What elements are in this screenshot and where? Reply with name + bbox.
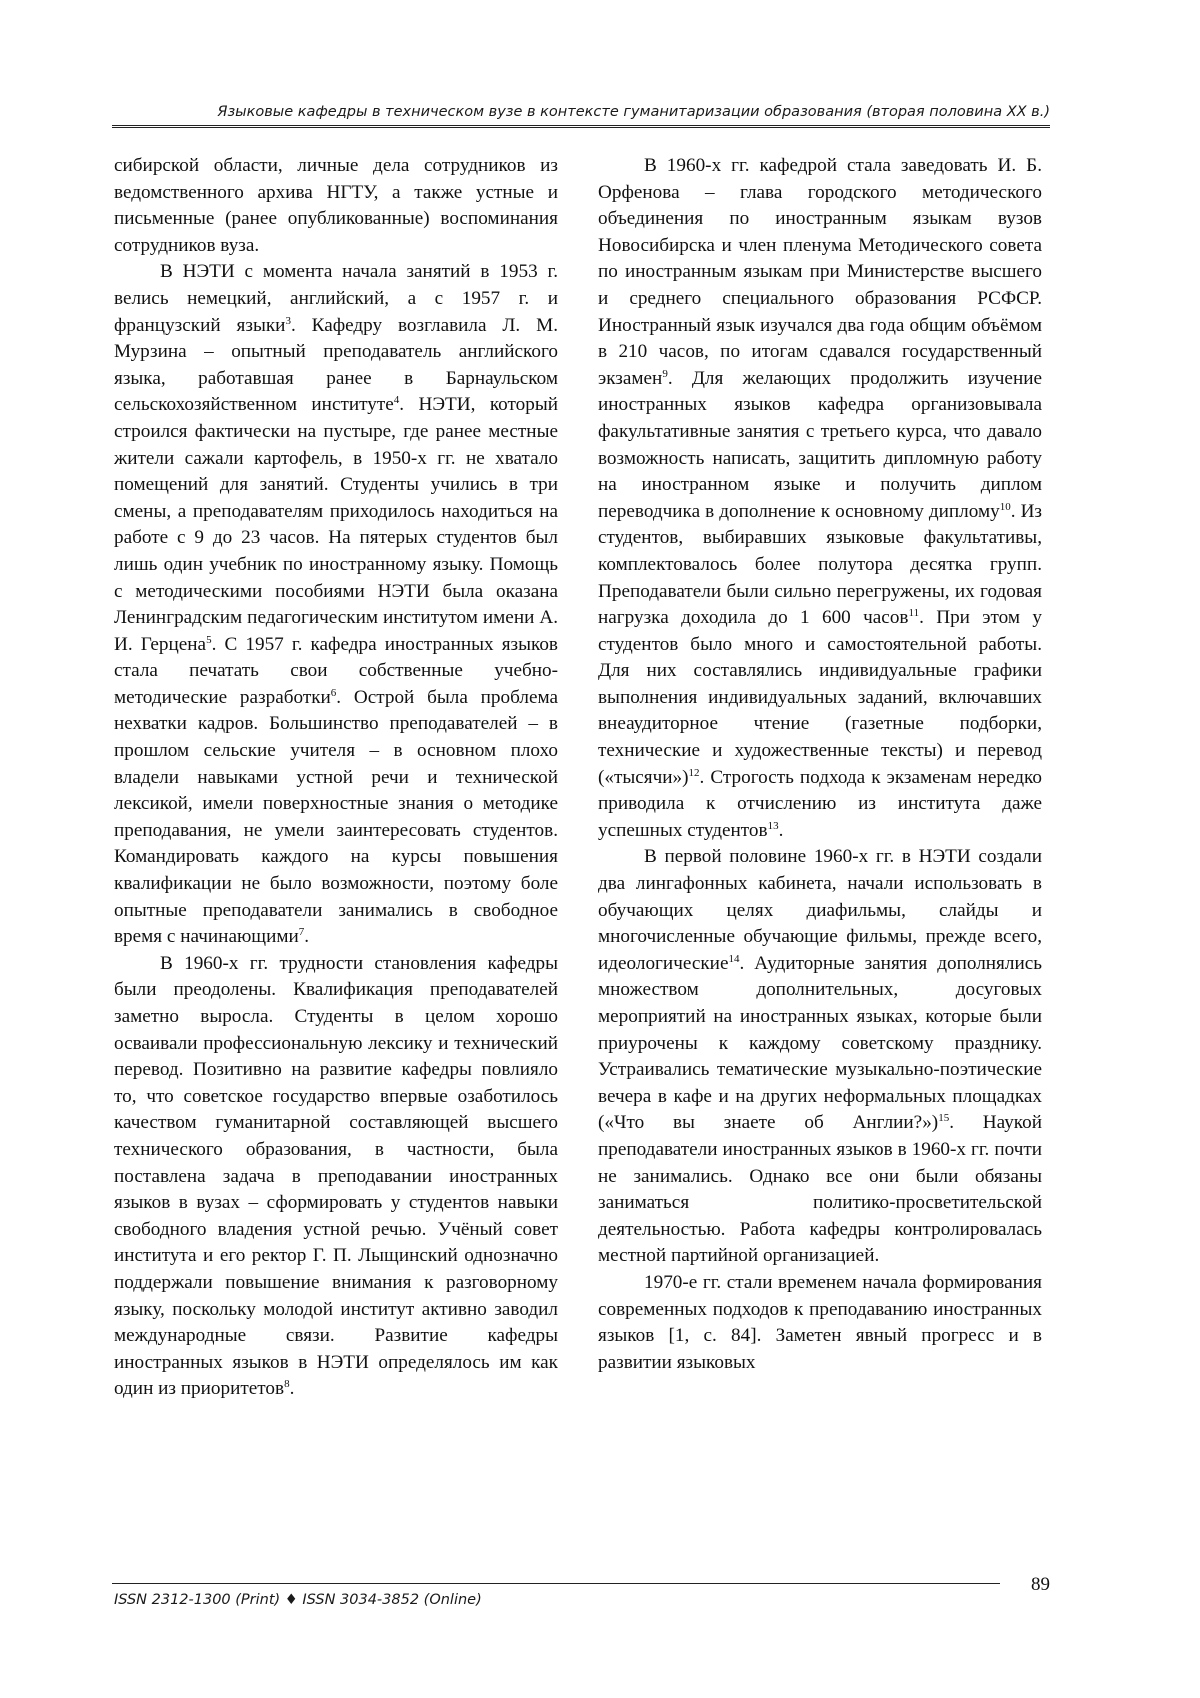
paragraph: 1970-е гг. стали временем начала формирования современных подходов к преподаванию иностранных языков [1, с. 84]. Заметен явный прогресс и в развитии языковых (598, 1271, 1042, 1373)
text-run: В первой половине 1960-х гг. в НЭТИ создали два лингафонных кабинета, начали использовать в обучающих целях диафильмы, слайды и многочисленные обучающие фильмы, прежде всего, идеологические (598, 846, 1042, 974)
text-run: . (304, 926, 310, 948)
footnote-ref: 5 (206, 633, 212, 646)
paragraph: сибирской области, личные дела сотрудников из ведомственного архива НГТУ, а также устные и письменные (ранее опубликованные) воспоминания сотрудников вуза. (114, 155, 558, 256)
text-run: . Острой была проблема нехватки кадров. Большинство преподавателей – в прошлом сельские учителя – в основном плохо владели навыками устной речи и технической лексикой, имели поверхностные знания о методике преподавания, не умели заинтересовать студентов. Командировать каждого на курсы повышения квалификации не было возможности, поэтому боле опытные преподаватели занимались в свободное время с начинающими (114, 686, 558, 948)
text-run: . Для желающих продолжить изучение иностранных языков кафедра организовывала факультативные занятия с третьего курса, что давало возможность написать, защитить дипломную работу на иностранном языке и получить диплом переводчика в дополнение к основному диплому (598, 367, 1042, 522)
text-run: . Из студентов, выбиравших языковые факультативы, комплектовалось более полутора десятка групп. Преподаватели были сильно перегружены, их годовая нагрузка доходила до 1 600 часов (598, 500, 1043, 629)
footnote-ref: 11 (908, 607, 920, 620)
left-column (114, 153, 558, 1403)
right-column (598, 153, 1042, 1376)
text-run: . НЭТИ, который строился фактически на пустыре, где ранее местные жители сажали картофель, в 1950-х гг. не хватало помещений для занятий. Студенты учились в три смены, а преподавателям приходилось находиться на работе с 9 до 23 часов. На пятерых студентов был лишь один учебник по иностранному языку. Помощь с методическими пособиями НЭТИ была оказана Ленинградским педагогическим институтом имени А. И. Герцена (114, 394, 558, 655)
text-run: . Кафедру возглавила Л. М. Мурзина – опытный преподаватель английского языка, работавшая ранее в Барнаульском сельскохозяйственном институте (114, 314, 559, 416)
paragraph (114, 259, 558, 950)
text-run: . С 1957 г. кафедра иностранных языков стала печатать свои собственные учебно-методические разработки (114, 633, 558, 708)
paragraph (114, 951, 558, 1403)
footnote-ref: 4 (393, 394, 400, 407)
text-run: . Строгость подхода к экзаменам нередко приводила к отчислению из института даже успешных студентов (598, 766, 1042, 841)
footer-rule (112, 1583, 1000, 1584)
footnote-ref: 13 (767, 819, 779, 832)
text-run: . Наукой преподаватели иностранных языков в 1960-х гг. почти не занимались. Однако все они были обязаны заниматься политико-просветительской деятельностью. Работа кафедры контролировалась местной партийной организацией. (598, 1112, 1043, 1267)
running-header: Языковые кафедры в техническом вузе в контексте гуманитаризации образования (вторая половина XX в.) (217, 104, 1050, 120)
issn-line: ISSN 2312-1300 (Print) ♦ ISSN 3034-3852 (Online) (114, 1592, 482, 1608)
footnote-ref: 8 (284, 1378, 290, 1391)
text-run: . (289, 1378, 295, 1400)
text-run: В 1960-х гг. кафедрой стала заведовать И. Б. Орфенова – глава городского методического объединения по иностранным языкам вузов Новосибирска и член пленума Методического совета по иностранным языкам при Министерстве высшего и среднего специального образования РСФСР. Иностранный язык изучался два года общим объёмом в 210 часов, по итогам сдавался государственный экзамен (598, 155, 1042, 389)
paragraph (598, 153, 1042, 844)
text-run: В НЭТИ с момента начала занятий в 1953 г. велись немецкий, английский, а с 1957 г. и французский языки (114, 261, 558, 336)
footnote-ref: 9 (662, 367, 668, 380)
footnote-ref: 3 (285, 314, 291, 327)
footnote-ref: 7 (298, 926, 305, 939)
text-run: В 1960-х гг. трудности становления кафедры были преодолены. Квалификация преподавателей заметно выросла. Студенты в целом хорошо осваивали профессиональную лексику и технический перевод. Позитивно на развитие кафедры повлияло то, что советское государство впервые озаботилось качеством гуманитарной составляющей высшего технического образования, в частности, была поставлена задача в преподавании иностранных языков в вузах – сформировать у студентов навыки свободного владения устной речью. Учёный совет института и его ректор Г. П. Лыщинский однозначно поддержали повышение внимания к разговорному языку, поскольку молодой институт активно заводил международные связи. Развитие кафедры иностранных языков в НЭТИ определялось им как один из приоритетов (114, 952, 558, 1400)
footnote-ref: 10 (999, 500, 1011, 513)
text-run: . Аудиторные занятия дополнялись множеством дополнительных, досуговых мероприятий на иностранных языках, которые были приурочены к каждому советскому празднику. Устраивались тематические музыкально-поэтические вечера в кафе и на других неформальных площадках («Что вы знаете об Англии?») (598, 952, 1042, 1134)
text-run: . (778, 819, 784, 841)
footnote-ref: 12 (688, 766, 700, 779)
footnote-ref: 15 (938, 1112, 950, 1125)
header-rule (112, 125, 1050, 128)
footnote-ref: 6 (330, 686, 337, 699)
footnote-ref: 14 (728, 952, 740, 965)
page-number: 89 (1031, 1574, 1050, 1595)
text-run: . При этом у студентов было много и самостоятельной работы. Для них составлялись индивидуальные графики выполнения индивидуальных заданий, включавших внеаудиторное чтение (газетные подборки, технические и художественные тексты) и перевод («тысячи») (598, 607, 1042, 788)
paragraph (598, 844, 1042, 1270)
